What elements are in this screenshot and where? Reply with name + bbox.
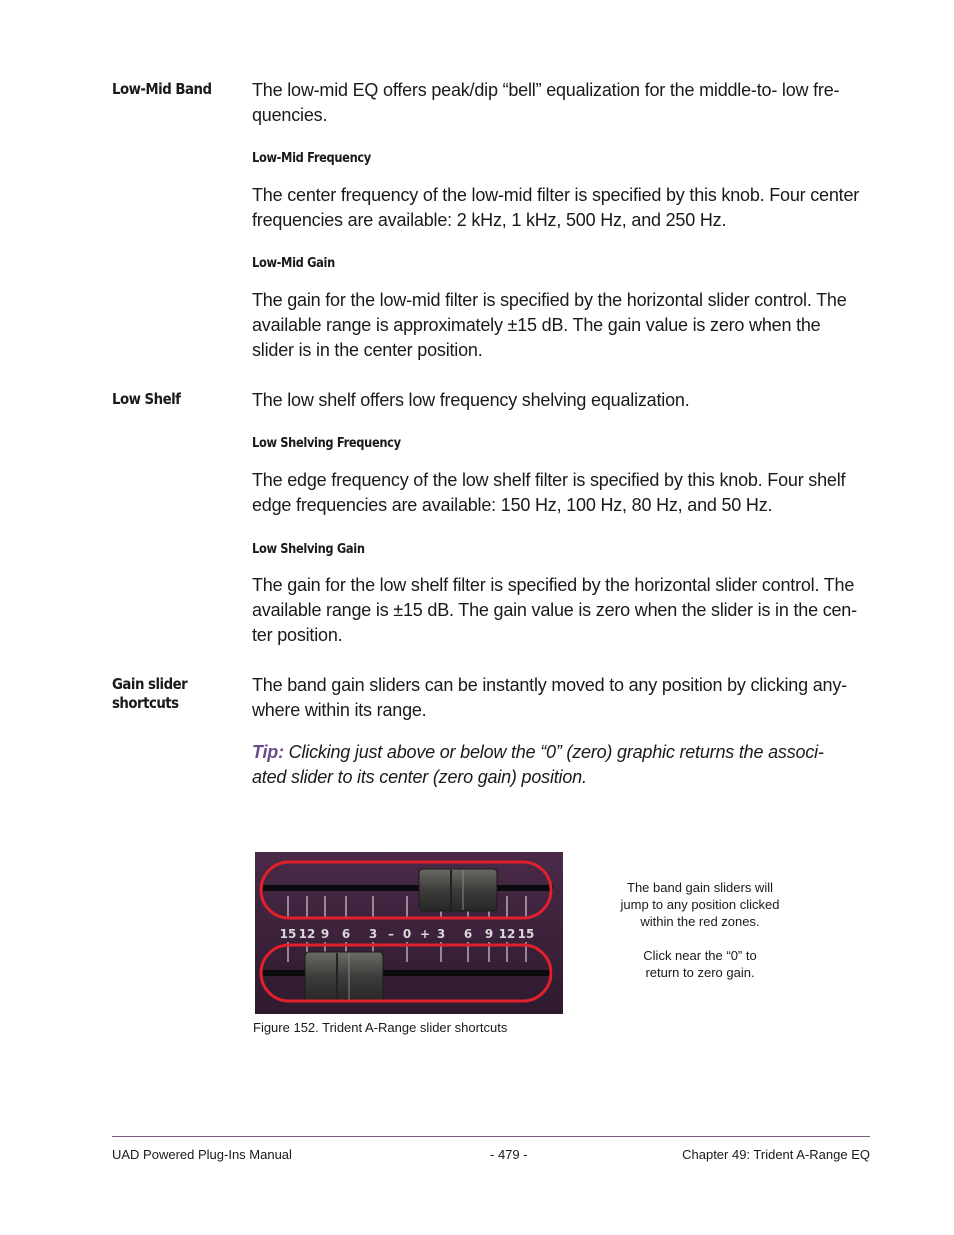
scale-label: 9 bbox=[320, 927, 330, 941]
text-line: available range is approximately ±15 dB. The gain value is zero when the bbox=[252, 315, 821, 335]
note-line: jump to any position clicked bbox=[620, 897, 780, 912]
note-spacer bbox=[608, 930, 792, 947]
bottom-fader-knob bbox=[305, 952, 383, 1002]
shortcuts-intro bbox=[252, 673, 870, 723]
note-line: Click near the “0” to bbox=[643, 948, 757, 963]
top-fader-knob bbox=[419, 869, 497, 911]
note-line: within the red zones. bbox=[640, 914, 760, 929]
scale-label: 12 bbox=[298, 927, 316, 941]
top-slider-track bbox=[263, 885, 553, 891]
section-heading-gain-slider-shortcuts bbox=[112, 675, 224, 713]
slider-illustration bbox=[255, 852, 563, 1014]
section-heading-low-mid-band: Low-Mid Band bbox=[112, 80, 212, 98]
text-line: The gain for the low-mid filter is specified by the horizontal slider control. The bbox=[252, 290, 847, 310]
low-shelf-gain-text bbox=[252, 573, 870, 648]
tip-text: Clicking just above or below the “0” (zero) graphic returns the associ- bbox=[283, 742, 824, 762]
low-mid-intro bbox=[252, 78, 870, 128]
text-line: frequencies are available: 2 kHz, 1 kHz, 500 Hz, and 250 Hz. bbox=[252, 210, 727, 230]
note-line: return to zero gain. bbox=[645, 965, 755, 980]
scale-label: 9 bbox=[484, 927, 494, 941]
subheading-low-mid-gain: Low-Mid Gain bbox=[252, 256, 335, 271]
scale-label: 3 bbox=[436, 927, 446, 941]
footer-page-number: - 479 - bbox=[490, 1147, 528, 1162]
tip-label: Tip: bbox=[252, 742, 284, 762]
scale-label: 6 bbox=[463, 927, 473, 941]
scale-label: 3 bbox=[368, 927, 378, 941]
subheading-low-shelving-frequency: Low Shelving Frequency bbox=[252, 436, 401, 451]
figure-side-note bbox=[608, 879, 792, 981]
text-line: The low-mid EQ offers peak/dip “bell” equalization for the middle-to- low fre- bbox=[252, 80, 840, 100]
text-line: slider is in the center position. bbox=[252, 340, 483, 360]
section-heading-low-shelf: Low Shelf bbox=[112, 390, 181, 408]
scale-label: 15 bbox=[279, 927, 297, 941]
text-line: ter position. bbox=[252, 625, 343, 645]
footer-chapter-title: Chapter 49: Trident A-Range EQ bbox=[682, 1147, 870, 1162]
subheading-low-mid-frequency: Low-Mid Frequency bbox=[252, 151, 371, 166]
low-mid-frequency-text bbox=[252, 183, 870, 233]
tip-paragraph bbox=[252, 740, 870, 790]
text-line: where within its range. bbox=[252, 700, 427, 720]
heading-line: Gain slider bbox=[112, 675, 188, 693]
heading-line: shortcuts bbox=[112, 694, 179, 712]
text-line: quencies. bbox=[252, 105, 328, 125]
figure-caption: Figure 152. Trident A-Range slider shortcuts bbox=[253, 1020, 508, 1035]
low-shelf-frequency-text bbox=[252, 468, 870, 518]
low-shelf-intro: The low shelf offers low frequency shelving equalization. bbox=[252, 390, 690, 410]
scale-label: 6 bbox=[341, 927, 351, 941]
text-line: edge frequencies are available: 150 Hz, 100 Hz, 80 Hz, and 50 Hz. bbox=[252, 495, 773, 515]
text-line: The edge frequency of the low shelf filter is specified by this knob. Four shelf bbox=[252, 470, 846, 490]
text-line: The band gain sliders can be instantly moved to any position by clicking any- bbox=[252, 675, 847, 695]
text-line: The center frequency of the low-mid filter is specified by this knob. Four center bbox=[252, 185, 860, 205]
note-line: The band gain sliders will bbox=[627, 880, 773, 895]
scale-label: – bbox=[388, 927, 394, 941]
slider-figure bbox=[255, 852, 563, 1014]
text-line: available range is ±15 dB. The gain value is zero when the slider is in the cen- bbox=[252, 600, 857, 620]
text-line: The gain for the low shelf filter is specified by the horizontal slider control. The bbox=[252, 575, 855, 595]
subheading-low-shelving-gain: Low Shelving Gain bbox=[252, 542, 365, 557]
scale-label: 12 bbox=[498, 927, 516, 941]
text-line bbox=[252, 740, 870, 765]
text-line: ated slider to its center (zero gain) position. bbox=[252, 767, 587, 787]
scale-label: 0 bbox=[402, 927, 412, 941]
scale-label: + bbox=[419, 927, 431, 941]
footer-divider bbox=[112, 1136, 870, 1137]
footer-manual-title: UAD Powered Plug-Ins Manual bbox=[112, 1147, 292, 1162]
scale-label: 15 bbox=[517, 927, 535, 941]
low-mid-gain-text bbox=[252, 288, 870, 363]
